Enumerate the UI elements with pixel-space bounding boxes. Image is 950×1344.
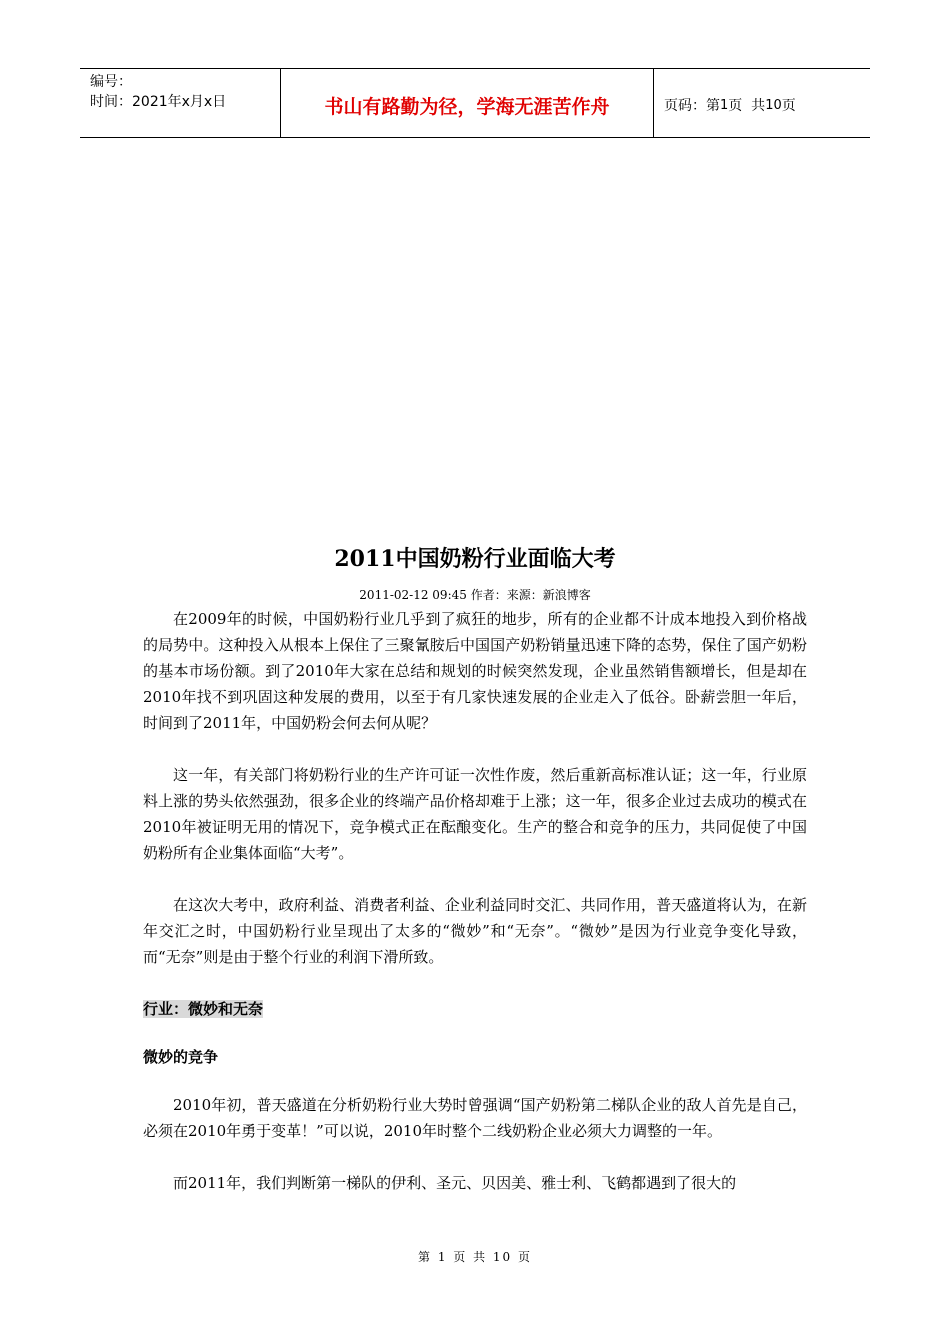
header-page-info (654, 69, 870, 137)
header-info-cell (80, 69, 281, 137)
page-mid: 页 共 (728, 98, 766, 114)
paragraph: 在2009年的时候，中国奶粉行业几乎到了疯狂的地步，所有的企业都不计成本地投入到价格战的局势中。这种投入从根本上保住了三聚氰胺后中国国产奶粉销量迅速下降的态势，保住了国产奶粉的基本市场份额。到了2010年大家在总结和规划的时候突然发现，企业虽然销售额增长，但是却在2010年找不到巩固这种发展的费用，以至于有几家快速发展的企业走入了低谷。卧薪尝胆一年后，时间到了2011年，中国奶粉会何去何从呢？ (143, 610, 807, 732)
paragraph: 2010年初，普天盛道在分析奶粉行业大势时曾强调“国产奶粉第二梯队企业的敌人首先是自己，必须在2010年勇于变革！”可以说，2010年时整个二线奶粉企业必须大力调整的一年。 (143, 1096, 807, 1140)
paragraph: 这一年，有关部门将奶粉行业的生产许可证一次性作废，然后重新高标准认证；这一年，行业原料上涨的势头依然强劲，很多企业的终端产品价格却难于上涨；这一年，很多企业过去成功的模式在2010年被证明无用的情况下，竞争模式正在酝酿变化。生产的整合和竞争的压力，共同促使了中国奶粉所有企业集体面临“大考”。 (143, 766, 807, 862)
header-motto: 书山有路勤为径，学海无涯苦作舟 (281, 69, 654, 137)
page-total: 10 (765, 97, 782, 113)
subsection-heading: 微妙的竞争 (143, 1048, 219, 1066)
page-footer: 第 1 页 共 10 页 (418, 1250, 532, 1264)
paragraph: 在这次大考中，政府利益、消费者利益、企业利益同时交汇、共同作用，普天盛道将认为，在新年交汇之时，中国奶粉行业呈现出了太多的“微妙”和“无奈”。“微妙”是因为行业竞争变化导致，而“无奈”则是由于整个行业的利润下滑所致。 (143, 896, 807, 966)
section-heading (143, 996, 807, 1022)
article-body (143, 606, 807, 1196)
page-current: 1 (720, 97, 729, 113)
number-label: 编号： (90, 74, 132, 90)
paragraph: 而2011年，我们判断第一梯队的伊利、圣元、贝因美、雅士利、飞鹤都遇到了很大的 (173, 1174, 737, 1192)
document-header (80, 68, 870, 138)
page-end: 页 (781, 98, 796, 114)
page-label: 页码：第 (664, 98, 720, 114)
section-heading-text: 行业：微妙和无奈 (143, 1000, 264, 1018)
article-meta: 2011-02-12 09:45 作者：来源：新浪博客 (359, 588, 591, 602)
article-title: 2011中国奶粉行业面临大考 (334, 546, 616, 572)
time-label: 时间：2021年x月x日 (90, 94, 227, 110)
